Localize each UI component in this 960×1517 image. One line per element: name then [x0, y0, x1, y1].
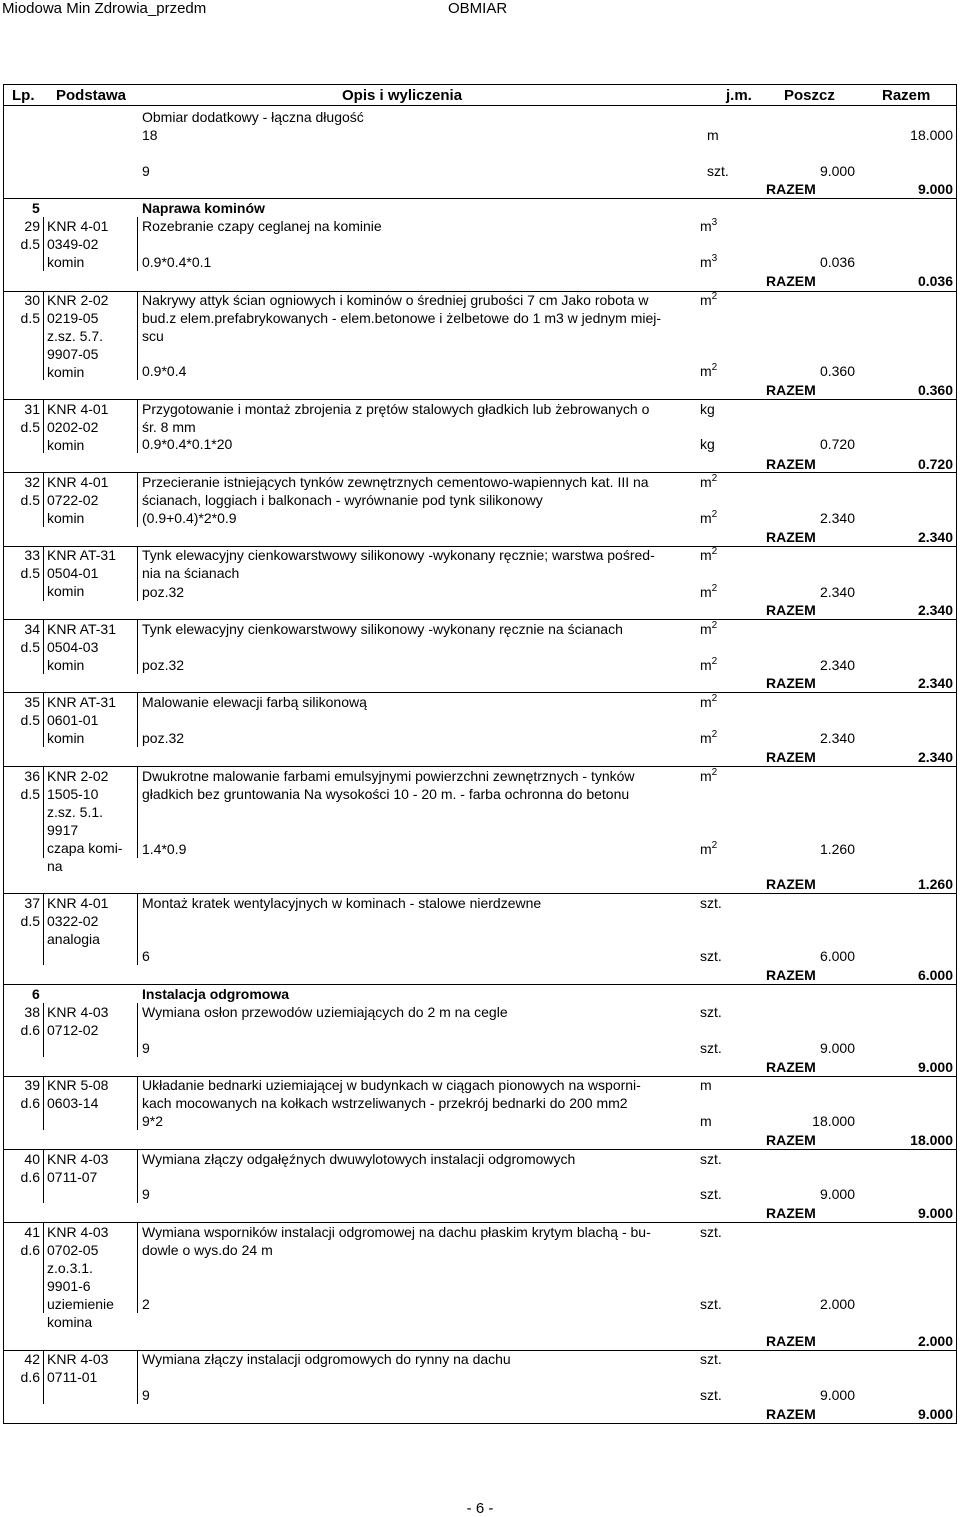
col-podstawa: Podstawa [56, 87, 127, 104]
poszcz-value: 0.720 [819, 436, 855, 452]
item-section-ref: d.5 [20, 236, 40, 252]
continued-calc: 18 [142, 127, 158, 143]
item-section-ref: d.5 [20, 492, 40, 508]
description-line: nia na ścianach [142, 565, 240, 581]
column-divider [43, 400, 44, 453]
header-document-type: OBMIAR [448, 0, 508, 17]
calculation: poz.32 [142, 730, 185, 746]
calc-unit [700, 253, 717, 271]
continued-poszcz: 9.000 [819, 163, 855, 179]
razem-value: 2.340 [917, 675, 953, 691]
calculation: 9 [142, 1040, 150, 1056]
column-divider [43, 1223, 44, 1313]
poszcz-value: 2.340 [819, 510, 855, 526]
calc-unit-base: szt. [700, 1040, 722, 1056]
calculation: 9 [142, 1186, 150, 1202]
razem-label: RAZEM [766, 1406, 816, 1422]
calc-unit [700, 583, 717, 601]
basis-line: 9917 [47, 822, 79, 838]
item-section-ref: d.6 [20, 1022, 40, 1038]
column-divider [137, 1003, 138, 1057]
poszcz-value: 6.000 [819, 948, 855, 964]
item-unit [700, 546, 717, 564]
column-divider [43, 767, 44, 858]
item-unit [700, 620, 717, 638]
item-number: 31 [24, 401, 40, 417]
item-section-ref: d.5 [20, 419, 40, 435]
calc-unit-base: szt. [700, 1387, 722, 1403]
poszcz-value: 1.260 [819, 841, 855, 857]
continued-unit-2: szt. [707, 163, 729, 179]
calc-unit-exponent: 2 [711, 509, 718, 520]
column-divider [43, 1003, 44, 1057]
column-divider [43, 217, 44, 271]
item-unit-exponent: 2 [711, 620, 718, 631]
razem-label: RAZEM [766, 273, 816, 289]
poszcz-value: 9.000 [819, 1387, 855, 1403]
item-unit [700, 400, 715, 418]
description-line: Tynk elewacyjny cienkowarstwowy silikonowy -wykonany ręcznie; warstwa pośred- [142, 547, 655, 563]
basis-line: uziemienie [47, 1296, 114, 1312]
basis-line: z.sz. 5.1. [47, 804, 104, 820]
column-divider [43, 620, 44, 674]
column-divider [43, 291, 44, 380]
description-line: Malowanie elewacji farbą silikonową [142, 694, 367, 710]
description-line: kach mocowanych na kołkach wstrzeliwanych - przekrój bednarki do 200 mm2 [142, 1095, 628, 1111]
calc-unit [700, 1295, 722, 1313]
basis-line: 0219-05 [47, 310, 99, 326]
basis-line: komin [47, 730, 85, 746]
calc-unit-exponent: 2 [711, 729, 718, 740]
basis-line: KNR AT-31 [47, 621, 116, 637]
description-line: dowle o wys.do 24 m [142, 1242, 273, 1258]
item-section-ref: d.6 [20, 1095, 40, 1111]
razem-label: RAZEM [766, 181, 816, 197]
item-unit-base: m [700, 218, 712, 234]
razem-value: 0.720 [917, 456, 953, 472]
column-divider [137, 473, 138, 527]
poszcz-value: 0.360 [819, 363, 855, 379]
column-divider [137, 1076, 138, 1130]
section-number: 5 [32, 200, 40, 216]
item-number: 30 [24, 292, 40, 308]
item-number: 39 [24, 1077, 40, 1093]
calc-unit-base: szt. [700, 1186, 722, 1202]
item-unit [700, 1003, 722, 1021]
razem-value: 18.000 [910, 1132, 953, 1148]
description-line: Wymiana złączy instalacji odgromowych do rynny na dachu [142, 1351, 511, 1367]
calc-unit-base: m [700, 254, 712, 270]
section-title: Instalacja odgromowa [142, 986, 290, 1002]
poszcz-value: 2.340 [819, 584, 855, 600]
item-section-ref: d.6 [20, 1369, 40, 1385]
col-poszcz: Poszcz [784, 87, 835, 104]
calc-unit [700, 947, 722, 965]
description-line: ścianach, loggiach i balkonach - wyrównanie pod tynk silikonowy [142, 492, 543, 508]
basis-line: KNR 4-01 [47, 474, 109, 490]
calc-unit-base: szt. [700, 948, 722, 964]
basis-line: analogia [47, 931, 100, 947]
basis-line: KNR AT-31 [47, 547, 116, 563]
page-number: - 6 - [466, 1500, 494, 1517]
item-number: 37 [24, 895, 40, 911]
calculation: 0.9*0.4*0.1*20 [142, 436, 233, 452]
col-jm: j.m. [726, 87, 752, 104]
item-number: 32 [24, 474, 40, 490]
razem-value: 9.000 [917, 181, 953, 197]
basis-line: 0202-02 [47, 419, 99, 435]
col-opis: Opis i wyliczenia [342, 87, 463, 104]
calc-unit-base: m [700, 730, 712, 746]
basis-line: 0711-01 [47, 1369, 98, 1385]
item-section-ref: d.5 [20, 712, 40, 728]
item-number: 34 [24, 621, 40, 637]
calc-unit-exponent: 2 [711, 656, 718, 667]
item-unit [700, 217, 717, 235]
basis-line: 0504-01 [47, 565, 99, 581]
razem-label: RAZEM [766, 529, 816, 545]
description-line: Wymiana osłon przewodów uziemiających do 2 m na cegle [142, 1004, 508, 1020]
poszcz-value: 9.000 [819, 1040, 855, 1056]
calc-unit-base: m [700, 363, 712, 379]
basis-line: 0603-14 [47, 1095, 99, 1111]
header-project-name: Miodowa Min Zdrowia_przedm [2, 0, 207, 17]
poszcz-value: 18.000 [812, 1113, 855, 1129]
item-unit-base: szt. [700, 1224, 722, 1240]
basis-line: 0349-02 [47, 236, 99, 252]
column-divider [137, 620, 138, 674]
basis-line: 1505-10 [47, 786, 99, 802]
basis-line: KNR 4-03 [47, 1004, 109, 1020]
calc-unit-base: m [700, 510, 712, 526]
item-unit-base: m [700, 474, 712, 490]
razem-value: 0.036 [917, 273, 953, 289]
razem-label: RAZEM [766, 1205, 816, 1221]
basis-line: KNR 4-01 [47, 401, 109, 417]
column-divider [43, 473, 44, 527]
column-divider [43, 894, 44, 965]
razem-value: 6.000 [917, 967, 953, 983]
description-line: Montaż kratek wentylacyjnych w kominach - stalowe nierdzewne [142, 895, 542, 911]
razem-label: RAZEM [766, 675, 816, 691]
basis-line: z.o.3.1. [47, 1260, 93, 1276]
basis-line: 0702-05 [47, 1242, 99, 1258]
column-divider [137, 1350, 138, 1404]
razem-label: RAZEM [766, 382, 816, 398]
item-unit [700, 693, 717, 711]
calc-unit [700, 729, 717, 747]
calc-unit-base: m [700, 1113, 712, 1129]
calculation: (0.9+0.4)*2*0.9 [142, 510, 237, 526]
column-divider [137, 894, 138, 965]
basis-line: 9901-6 [47, 1278, 91, 1294]
basis-line: komin [47, 364, 85, 380]
column-divider [137, 400, 138, 453]
item-section-ref: d.5 [20, 786, 40, 802]
calc-unit-base: kg [700, 436, 715, 452]
item-unit-exponent: 2 [711, 473, 718, 484]
poszcz-value: 2.000 [819, 1296, 855, 1312]
column-divider [137, 546, 138, 601]
item-number: 35 [24, 694, 40, 710]
poszcz-value: 2.340 [819, 657, 855, 673]
item-section-ref: d.6 [20, 1169, 40, 1185]
basis-line: KNR 4-03 [47, 1351, 109, 1367]
description-line: Nakrywy attyk ścian ogniowych i kominów o średniej grubości 7 cm Jako robota w [142, 292, 649, 308]
page-header [0, 0, 960, 18]
column-divider [43, 1150, 44, 1203]
basis-line: 0711-07 [47, 1169, 98, 1185]
razem-label: RAZEM [766, 1059, 816, 1075]
calc-unit [700, 1039, 722, 1057]
basis-line: KNR 4-03 [47, 1151, 109, 1167]
item-section-ref: d.5 [20, 639, 40, 655]
description-line: Przygotowanie i montaż zbrojenia z prętów stalowych gładkich lub żebrowanych o [142, 401, 650, 417]
item-unit-base: m [700, 768, 712, 784]
calc-unit-base: m [700, 584, 712, 600]
calculation: 0.9*0.4 [142, 363, 187, 379]
basis-line: KNR 4-03 [47, 1224, 109, 1240]
basis-line: 0504-03 [47, 639, 99, 655]
item-section-ref: d.5 [20, 565, 40, 581]
basis-line: komin [47, 437, 85, 453]
basis-line: na [47, 858, 63, 874]
item-unit [700, 291, 717, 309]
razem-value: 9.000 [917, 1059, 953, 1075]
continued-description: Obmiar dodatkowy - łączna długość [142, 109, 364, 125]
description-line: gładkich bez gruntowania Na wysokości 10 - 20 m. - farba ochronna do betonu [142, 786, 630, 802]
calculation: 2 [142, 1296, 150, 1312]
calculation: 1.4*0.9 [142, 841, 187, 857]
item-unit [700, 1350, 722, 1368]
basis-line: 0601-01 [47, 712, 99, 728]
calc-unit-exponent: 2 [711, 362, 718, 373]
calc-unit-base: m [700, 657, 712, 673]
poszcz-value: 9.000 [819, 1186, 855, 1202]
razem-label: RAZEM [766, 1333, 816, 1349]
item-unit [700, 1076, 712, 1094]
section-title: Naprawa kominów [142, 200, 265, 216]
col-razem: Razem [882, 87, 931, 104]
basis-line: KNR 2-02 [47, 292, 109, 308]
razem-value: 0.360 [917, 382, 953, 398]
item-unit-base: m [700, 1077, 712, 1093]
basis-line: KNR AT-31 [47, 694, 116, 710]
calculation: poz.32 [142, 584, 185, 600]
basis-line: KNR 2-02 [47, 768, 109, 784]
description-line: Dwukrotne malowanie farbami emulsyjnymi powierzchni zewnętrznych - tynków [142, 768, 635, 784]
razem-label: RAZEM [766, 1132, 816, 1148]
item-number: 36 [24, 768, 40, 784]
basis-line: z.sz. 5.7. [47, 328, 104, 344]
item-unit-exponent: 2 [711, 546, 718, 557]
calc-unit-base: szt. [700, 1296, 722, 1312]
calculation: 6 [142, 948, 150, 964]
calc-unit [700, 840, 717, 858]
item-number: 41 [24, 1224, 40, 1240]
basis-line: 9907-05 [47, 346, 99, 362]
razem-value: 9.000 [917, 1205, 953, 1221]
basis-line: komina [47, 1314, 93, 1330]
item-unit [700, 894, 722, 912]
item-unit [700, 473, 717, 491]
column-divider [137, 693, 138, 747]
item-unit-base: szt. [700, 1004, 722, 1020]
item-unit [700, 1150, 722, 1168]
description-line: scu [142, 328, 164, 344]
description-line: Przecieranie istniejących tynków zewnętrznych cementowo-wapiennych kat. III na [142, 474, 649, 490]
item-number: 42 [24, 1351, 40, 1367]
calc-unit [700, 1112, 712, 1130]
col-lp: Lp. [12, 87, 35, 104]
item-section-ref: d.5 [20, 310, 40, 326]
basis-line: KNR 5-08 [47, 1077, 109, 1093]
calculation: 9 [142, 1387, 150, 1403]
item-unit-exponent: 2 [711, 291, 718, 302]
item-unit-base: m [700, 621, 712, 637]
basis-line: czapa komi- [47, 840, 123, 856]
calc-unit-exponent: 3 [711, 253, 718, 264]
description-line: Wymiana wsporników instalacji odgromowej na dachu płaskim krytym blachą - bu- [142, 1224, 651, 1240]
calc-unit [700, 435, 715, 453]
razem-label: RAZEM [766, 967, 816, 983]
column-divider [137, 1150, 138, 1203]
calc-unit [700, 509, 717, 527]
calc-unit-exponent: 2 [711, 583, 718, 594]
basis-line: komin [47, 510, 85, 526]
razem-value: 2.340 [917, 529, 953, 545]
column-divider [137, 1223, 138, 1313]
calculation: 9*2 [142, 1113, 164, 1129]
calc-unit [700, 1185, 722, 1203]
item-unit-base: kg [700, 401, 715, 417]
item-unit-base: m [700, 292, 712, 308]
description-line: Układanie bednarki uziemiającej w budynkach w ciągach pionowych na wsporni- [142, 1077, 641, 1093]
continued-unit: m [707, 127, 719, 143]
continued-calc-2: 9 [142, 163, 150, 179]
column-divider [43, 1076, 44, 1130]
poszcz-value: 0.036 [819, 254, 855, 270]
calculation: 0.9*0.4*0.1 [142, 254, 212, 270]
item-unit-base: m [700, 694, 712, 710]
basis-line: 0722-02 [47, 492, 99, 508]
basis-line: komin [47, 583, 85, 599]
razem-label: RAZEM [766, 749, 816, 765]
description-line: Tynk elewacyjny cienkowarstwowy silikonowy -wykonany ręcznie na ścianach [142, 621, 623, 637]
razem-label: RAZEM [766, 876, 816, 892]
description-line: Rozebranie czapy ceglanej na kominie [142, 218, 382, 234]
calc-unit-base: m [700, 841, 712, 857]
razem-label: RAZEM [766, 602, 816, 618]
item-unit-base: szt. [700, 1351, 722, 1367]
section-number: 6 [32, 986, 40, 1002]
calc-unit [700, 1386, 722, 1404]
calc-unit [700, 362, 717, 380]
item-number: 40 [24, 1151, 40, 1167]
item-unit-base: szt. [700, 1151, 722, 1167]
basis-line: komin [47, 254, 85, 270]
basis-line: KNR 4-01 [47, 895, 109, 911]
continued-value: 18.000 [910, 127, 953, 143]
column-divider [43, 546, 44, 601]
basis-line: KNR 4-01 [47, 218, 109, 234]
item-number: 29 [24, 218, 40, 234]
basis-line: komin [47, 657, 85, 673]
basis-line: 0712-02 [47, 1022, 99, 1038]
razem-value: 1.260 [917, 876, 953, 892]
calc-unit [700, 656, 717, 674]
poszcz-value: 2.340 [819, 730, 855, 746]
item-unit [700, 767, 717, 785]
description-line: Wymiana złączy odgałęźnych dwuwylotowych instalacji odgromowych [142, 1151, 576, 1167]
calculation: poz.32 [142, 657, 185, 673]
razem-label: RAZEM [766, 456, 816, 472]
item-section-ref: d.5 [20, 913, 40, 929]
row-separator [3, 1423, 957, 1424]
calc-unit-exponent: 2 [711, 840, 718, 851]
razem-value: 2.000 [917, 1333, 953, 1349]
column-divider [137, 291, 138, 380]
column-divider [137, 217, 138, 271]
item-unit-exponent: 2 [711, 693, 718, 704]
column-divider [43, 1350, 44, 1404]
description-line: bud.z elem.prefabrykowanych - elem.betonowe i żelbetowe do 1 m3 w jednym miej- [142, 310, 662, 326]
item-unit-exponent: 3 [711, 217, 718, 228]
item-number: 38 [24, 1004, 40, 1020]
item-section-ref: d.6 [20, 1242, 40, 1258]
razem-value: 9.000 [917, 1406, 953, 1422]
item-number: 33 [24, 547, 40, 563]
razem-value: 2.340 [917, 602, 953, 618]
item-unit-base: szt. [700, 895, 722, 911]
column-divider [137, 767, 138, 858]
column-divider [43, 693, 44, 747]
basis-line: 0322-02 [47, 913, 99, 929]
description-line: śr. 8 mm [142, 419, 196, 435]
item-unit-exponent: 2 [711, 767, 718, 778]
item-unit [700, 1223, 722, 1241]
item-unit-base: m [700, 547, 712, 563]
razem-value: 2.340 [917, 749, 953, 765]
